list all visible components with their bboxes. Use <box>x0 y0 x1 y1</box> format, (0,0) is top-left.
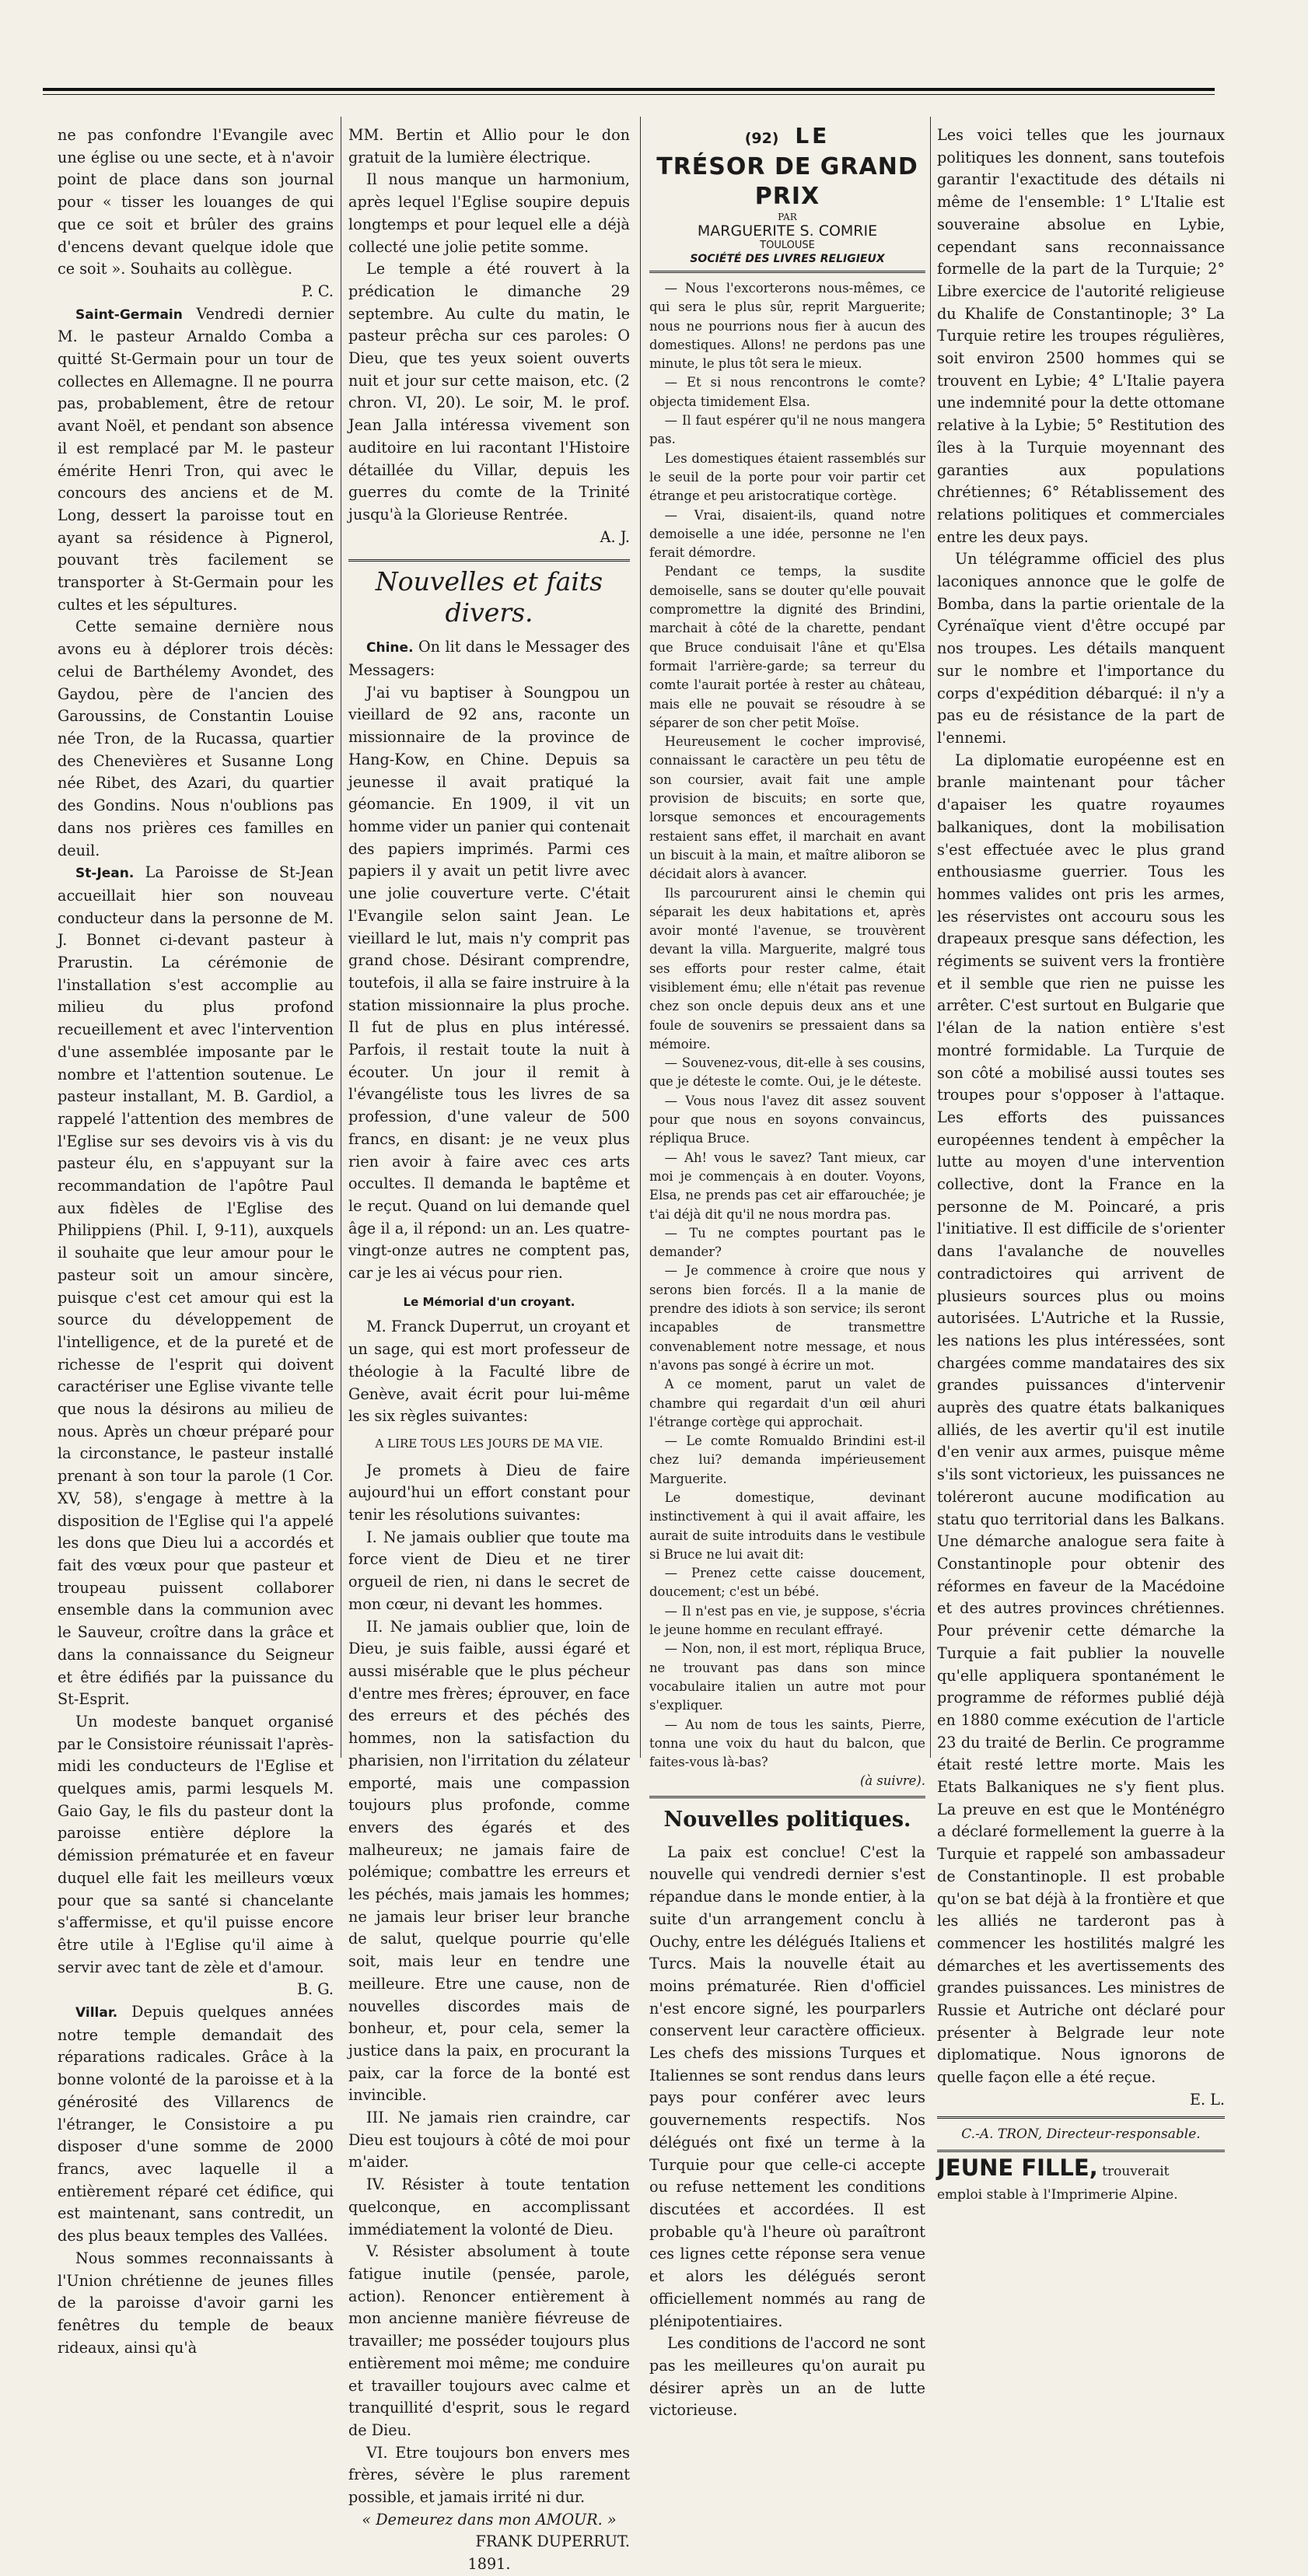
feuilleton-author: MARGUERITE S. COMRIE <box>697 222 878 240</box>
rule-item: VI. Etre toujours bon envers mes frères, sévère le plus rarement possible, et jamais irrité ni dur. <box>348 2443 630 2507</box>
paragraph: La diplomatie européenne est en branle maintenant pour tâcher d'apaiser les quatre royaumes balkaniques, dont la mobilisation s'est effectuée avec le plus grand enthousiasme guerrier. Tous les hommes valides ont pris les armes, les réservistes ont accouru sous les drapeaux presque sans défection, les régiments se suivent vers la frontière et il semble que rien ne puisse les arrêter. C'est surtout en Bulgarie que l'élan de la nation entière s'est montré formidable. La Turquie de son côté a mobilisé aussi toutes ses troupes pour s'opposer à l'attaque. Les efforts des puissances européennes tendent à empêcher la lutte au moyen d'une intervention collective, dont la France en la personne de M. Poincaré, a pris l'initiative. Il est difficile de s'orienter dans l'avalanche de nouvelles contradictoires qui arrivent de plusieurs sources plus ou moins autorisées. L'Autriche et la Russie, les nations les plus intéressées, sont chargées comme mandataires des six grandes puissances d'intervenir auprès des quatre états balkaniques alliés, de les avertir qu'il est inutile d'en venir aux armes, puisque même s'ils sont victorieux, les puissances ne toléreront aucune modification au statu quo territorial dans les Balkans. Une démarche analogue sera faite à Constantinople pour obtenir des réformes en faveur de la Macédoine et des autres provinces chrétiennes. Pour prévenir cette démarche la Turquie a fait publier la nouvelle qu'elle appliquera spontanément le programme de réformes publié déjà en 1880 comme exécution de l'article 23 du traité de Berlin. Ce programme était resté lettre morte. Mais les Etats Balkaniques ne s'y fient plus. La preuve en est que le Monténégro a déclaré formellement la guerre à la Turquie et rappelé son ambassadeur de Constantinople. Il est probable qu'on se bat déjà à la frontière et que les alliés ne tarderont pas à commencer les hostilités malgré les démarches et les avertissements des grandes puissances. Les ministres de Russie et Autriche ont déclaré pour présenter à Belgrade leur note diplomatique. Nous ignorons de quelle façon elle a été reçue. <box>937 751 1225 2087</box>
paragraph: A ce moment, parut un valet de chambre qui regardait d'un œil ahuri l'étrange cortège qui approchait. <box>649 1377 925 1430</box>
paragraph: M. Franck Duperrut, un croyant et un sage, qui est mort professeur de théologie à la Faculté libre de Genève, avait écrit pour lui-même les six règles suivantes: <box>348 1318 630 1426</box>
subheading: Le Mémorial d'un croyant. <box>403 1294 575 1309</box>
section-lead: Villar. <box>75 2005 118 2021</box>
signature: B. G. <box>296 1980 334 1999</box>
paragraph: Le domestique, devinant instinctivement à qui il avait affaire, les aurait de suite introduits dans le vestibule si Bruce ne lui avait dit: <box>649 1490 925 1562</box>
column-1 <box>58 124 334 2357</box>
paragraph: Les conditions de l'accord ne sont pas les meilleures qu'on aurait pu désirer après un an de lutte victorieuse. <box>649 2334 925 2420</box>
paragraph: — Le comte Romualdo Brindini est-il chez lui? demanda impérieusement Marguerite. <box>649 1433 925 1486</box>
signature: P. C. <box>301 282 334 300</box>
paragraph: Les voici telles que les journaux politiques les donnent, sans toutefois garantir l'exactitude des détails ni même de l'ensemble: 1° L'Italie est souveraine absolue en Lybie, cependant sans reconnaissance formelle de la part de la Turquie; 2° Libre exercice de l'autorité religieuse du Khalife de Constantinople; 3° La Turquie retire les troupes régulières, soit environ 2500 hommes qui se trouvent en Lybie; 4° L'Italie payera une indemnité pour la dette ottomane relative à la Lybie; 5° Restitution des îles à la Turquie moyennant des garanties aux populations chrétiennes; 6° Rétablissement des relations politiques et commerciales entre les deux pays. <box>937 126 1225 546</box>
ad-text: emploi stable à l'Imprimerie Alpine. <box>937 2186 1178 2203</box>
feuilleton-number: (92) <box>744 130 779 147</box>
rule-item: IV. Résister à toute tentation quelconque, en accomplissant immédiatement la volonté de Dieu. <box>348 2175 630 2238</box>
signature: E. L. <box>1189 2090 1225 2109</box>
rule-item: I. Ne jamais oublier que toute ma force vient de Dieu et ne tirer orgueil de rien, ni dans le secret de mon cœur, ni devant les hommes. <box>348 1528 630 1613</box>
year: 1891. <box>467 2555 511 2574</box>
paragraph: — Nous l'excorterons nous-mêmes, ce qui sera le plus sûr, reprit Marguerite; nous ne pourrions nous fier à aucun des domestiques. Allons! ne perdons pas une minute, le plus tôt sera le mieux. <box>649 281 925 372</box>
paragraph: — Vrai, disaient-ils, quand notre demoiselle a une idée, personne ne l'en ferait démordre. <box>649 507 925 561</box>
paragraph: — Tu ne comptes pourtant pas le demander? <box>649 1225 925 1260</box>
column-3 <box>649 123 925 2420</box>
paragraph: Ils parcoururent ainsi le chemin qui séparait les deux habitations et, après avoir monté l'avenue, se trouvèrent devant la villa. Marguerite, malgré tous ses efforts pour rester calme, était visiblement ému; elle n'était pas revenue chez son oncle depuis deux ans et une foule de souvenirs se pressaient dans sa mémoire. <box>649 885 925 1052</box>
imprint: C.-A. TRON, Directeur-responsable. <box>961 2126 1201 2142</box>
caps-line: A LIRE TOUS LES JOURS DE MA VIE. <box>375 1436 603 1451</box>
section-lead: Chine. <box>366 640 414 656</box>
paragraph: — Et si nous rencontrons le comte? objecta timidement Elsa. <box>649 375 925 409</box>
paragraph: — Il n'est pas en vie, je suppose, s'écria le jeune homme en reculant effrayé. <box>649 1603 925 1638</box>
signature: A. J. <box>600 527 630 546</box>
column-4 <box>937 124 1225 2203</box>
rule-item: II. Ne jamais oublier que, loin de Dieu, je suis faible, aussi égaré et aussi misérable que le plus pécheur d'entre mes frères; éprouver, en face des erreurs et des péchés des hommes, non la satisfaction du pharisien, non l'irritation du zélateur emporté, mais une compassion toujours plus profonde, comme envers des égarés et des malheureux; ne jamais faire de polémique; combattre les erreurs et les péchés, mais jamais les hommes; ne jamais leur briser leur branche de salut, quelque pourrie qu'elle soit, mais leur en tendre une meilleure. Etre une cause, non de nouvelles discordes mais de bonheur, et, pour cela, semer la justice dans la paix, en procurant la paix, car la force de la bonté est invincible. <box>348 1617 630 2105</box>
author: FRANK DUPERRUT. <box>475 2532 630 2551</box>
paragraph: La paix est conclue! C'est la nouvelle qui vendredi dernier s'est répandue dans le monde entier, à la suite d'un arrangement conclu à Ouchy, entre les délégués Italiens et Turcs. Mais la nouvelle était au moins prématurée. Rien d'officiel n'est encore signé, les pourparlers conservent leur caractère officieux. Les chefs des missions Turques et Italiennes se sont rendus dans leurs pays pour conférer avec leurs gouvernements respectifs. Nos délégués ont fixé un terme à la Turquie pour que celle-ci accepte ou refuse nettement les conditions discutées et accordées. Il est probable qu'à l'heure où paraîtront ces lignes cette réponse sera venue et alors les délégués seront officiellement nommés au rang de plénipotentiaires. <box>649 1843 925 2330</box>
paragraph: MM. Bertin et Allio pour le don gratuit de la lumière électrique. <box>348 126 630 166</box>
paragraph: — Prenez cette caisse doucement, doucement; c'est un bébé. <box>649 1566 925 1600</box>
quote: « Demeurez dans mon AMOUR. » <box>362 2510 617 2529</box>
paragraph: — Ah! vous le savez? Tant mieux, car moi je commençais à en douter. Voyons, Elsa, ne prends pas cet air effarouchée; je t'ai déjà dit qu'il ne nous mordra pas. <box>649 1150 925 1222</box>
paragraph: Un télégramme officiel des plus laconiques annonce que le golfe de Bomba, dans la partie orientale de la Cyrénaïque vient d'être occupé par nos troupes. Les détails manquent sur le nombre et l'importance du corps d'expédition débarqué: il n'y a pas eu de résistance de la part de l'ennemi. <box>937 550 1225 747</box>
divider <box>937 2150 1225 2152</box>
to-be-continued: (à suivre). <box>860 1773 925 1789</box>
paragraph: Chine. On lit dans le Messager des Messagers: <box>348 638 630 680</box>
paragraph: Saint-Germain Vendredi dernier M. le pasteur Arnaldo Comba a quitté St-Germain pour un tour de collectes en Allemagne. Il ne pourra pas, probablement, être de retour avant Noël, et pendant son absence il est remplacé par M. le pasteur émérite Henri Tron, qui avec le concours des anciens et de M. Long, dessert la paroisse tout en ayant sa résidence à Pignerol, pouvant très facilement se transporter à St-Germain pour les cultes et les sépultures. <box>58 304 334 614</box>
ad-text: trouverait <box>1097 2164 1170 2180</box>
paragraph: Les domestiques étaient rassemblés sur le seuil de la porte pour voir partir cet étrange et peu aristocratique cortège. <box>649 450 925 504</box>
feuilleton-title: TRÉSOR DE GRAND PRIX <box>656 153 918 210</box>
paragraph: — Vous nous l'avez dit assez souvent pour que nous en soyons convaincus, répliqua Bruce. <box>649 1093 925 1146</box>
paragraph: Heureusement le cocher improvisé, connaissant le caractère un peu têtu de son coursier, avait fait une ample provision de biscuits; en sorte que, lorsque semonces et encouragements restaient sans effet, il marchait en avant un biscuit à la main, et maître aliboron se décidait alors à avancer. <box>649 734 925 882</box>
section-lead: Saint-Germain <box>75 306 183 323</box>
feuilleton-city: TOULOUSE <box>760 240 815 251</box>
paragraph: ne pas confondre l'Evangile avec une église ou une secte, et à n'avoir point de place dans son journal pour « tisser les louanges de qui que ce soit et brûler des grains d'encens devant quelque idole que ce soit ». Souhaits au collègue. <box>58 126 334 278</box>
column-divider <box>930 117 931 1758</box>
paragraph: — Souvenez-vous, dit-elle à ses cousins, que je déteste le comte. Oui, je le déteste. <box>649 1055 925 1090</box>
ad-title: JEUNE FILLE, <box>937 2154 1098 2182</box>
feuilleton-article: LE <box>795 123 831 149</box>
section-lead: St-Jean. <box>75 866 135 882</box>
feuilleton-header <box>649 124 925 151</box>
paragraph: — Au nom de tous les saints, Pierre, tonna une voix du haut du balcon, que faites-vous là-bas? <box>649 1717 925 1770</box>
top-rule <box>43 88 1215 91</box>
rule-item: V. Résister absolument à toute fatigue inutile (pensée, parole, action). Renoncer entièrement à mon ancienne manière fiévreuse de travailler; me posséder toujours plus entièrement moi même; me conduire et travailler toujours avec calme et tranquillité d'esprit, sous le regard de Dieu. <box>348 2242 630 2439</box>
paragraph: Cette semaine dernière nous avons eu à déplorer trois décès: celui de Barthélemy Avondet, des Gaydou, père de l'ancien des Garoussins, de Constantin Louise née Tron, de la Rucassa, quartier des Chenevières et Susanne Long née Ribet, des Azari, du quartier des Gondins. Nous n'oublions pas dans nos prières ces familles en deuil. <box>58 618 334 859</box>
feuilleton-par: PAR <box>778 212 797 222</box>
paragraph: — Je commence à croire que nous y serons bien forcés. Il a la manie de prendre des idiots à son service; ils seront incapables de transmettre convenablement notre message, et nous n'avons pas songé à écrire un mot. <box>649 1263 925 1373</box>
paragraph: — Il faut espérer qu'il ne nous mangera pas. <box>649 413 925 447</box>
paragraph: J'ai vu baptiser à Soungpou un vieillard de 92 ans, raconte un missionnaire de la province de Hang-Kow, en Chine. Depuis sa jeunesse il avait pratiqué la géomancie. En 1909, il vit un homme vider un panier qui contenait des papiers imprimés. Parmi ces papiers il y avait un petit livre avec une jolie couverture verte. C'était l'Evangile selon saint Jean. Le vieillard le lut, mais n'y comprit pas grand chose. Désirant comprendre, toutefois, il alla se faire instruire à la station missionnaire la plus proche. Il fut de plus en plus intéressé. Parfois, il restait toute la nuit à écouter. Un jour il remit à l'évangéliste tous les livres de sa profession, d'une valeur de 500 francs, en disant: je ne veux plus rien avoir à faire avec ces arts occultes. Il demanda le baptême et le reçut. Quand on lui demande quel âge il a, il répond: un an. Les quatre-vingt-onze autres ne comptent pas, car je les ai vécus pour rien. <box>348 683 630 1283</box>
paragraph: Le temple a été rouvert à la prédication le dimanche 29 septembre. Au culte du matin, le pasteur prêcha sur ces paroles: O Dieu, que tes yeux soient ouverts nuit et jour sur cette maison, etc. (2 chron. VI, 20). Le soir, M. le prof. Jean Jalla intéressa vivement son auditoire en lui racontant l'Histoire détaillée du Villar, depuis les guerres du comte de la Trinité jusqu'à la Glorieuse Rentrée. <box>348 260 630 523</box>
top-rule-thin <box>43 94 1215 95</box>
rule-item: III. Ne jamais rien craindre, car Dieu est toujours à côté de moi pour m'aider. <box>348 2109 630 2172</box>
paragraph: St-Jean. La Paroisse de St-Jean accueillait hier son nouveau conducteur dans la personne de M. J. Bonnet ci-devant pasteur à Prarustin. La cérémonie de l'installation s'est accomplie au milieu du plus profond recueillement et avec l'intervention d'une assemblée imposante par le nombre et l'attention soutenue. Le pasteur installant, M. B. Gardiol, a rappelé l'attention des membres de l'Eglise sur ses devoirs vis à vis du pasteur élu, en s'appuyant sur la recommandation de l'apôtre Paul aux fidèles de l'Eglise des Philippiens (Phil. I, 9-11), auxquels il souhaite que leur amour pour le pasteur soit un amour sincère, puisque c'est cet amour qui est la source du développement de l'intelligence, et de la pureté et de richesse de l'esprit qui doivent caractériser une Eglise vivante telle que nous la désirons au milieu de nous. Après un chœur préparé pour la circonstance, le pasteur installé prenant à son tour la parole (1 Cor. XV, 58), s'engage à mettre à la disposition de l'Eglise qui l'a appelé les dons que Dieu lui a accordés et fait des vœux pour que pasteur et troupeau puissent collaborer ensemble dans la communion avec le Sauveur, croître dans la grâce et dans la connaissance du Seigneur et être édifiés par la puissance du St-Esprit. <box>58 863 334 1709</box>
paragraph: Je promets à Dieu de faire aujourd'hui un effort constant pour tenir les résolutions suivantes: <box>348 1461 630 1524</box>
paragraph: Villar. Depuis quelques années notre temple demandait des réparations radicales. Grâce à la bonne volonté de la paroisse et à la générosité des Villarencs de l'étranger, le Consistoire a pu disposer d'une somme de 2000 francs, avec laquelle il a entièrement réparé cet édifice, qui est maintenant, sans contredit, un des plus beaux temples des Vallées. <box>58 2003 334 2245</box>
paragraph: Un modeste banquet organisé par le Consistoire réunissait l'après-midi les conducteurs de l'Eglise et quelques amis, parmi lesquels M. Gaio Gay, le fils du pasteur dont la paroisse entière déplore la démission prématurée et en faveur duquel elle fait les meilleurs vœux pour que sa santé si chancelante s'affermisse, et qu'il puisse encore être utile à l'Eglise qu'il aime à servir avec tant de zèle et d'amour. <box>58 1712 334 1976</box>
column-2 <box>348 124 630 2574</box>
paragraph: Nous sommes reconnaissants à l'Union chrétienne de jeunes filles de la paroisse d'avoir garni les fenêtres du temple de beaux rideaux, ainsi qu'à <box>58 2249 334 2357</box>
paragraph: Il nous manque un harmonium, après lequel l'Eglise soupire depuis longtemps et pour lequel elle a déjà collecté une jolie petite somme. <box>348 170 630 256</box>
section-heading: Nouvelles et faits divers. <box>348 559 630 628</box>
section-heading: Nouvelles politiques. <box>649 1796 925 1836</box>
column-divider <box>640 117 641 1758</box>
feuilleton-publisher: SOCIÉTÉ DES LIVRES RELIGIEUX <box>649 252 925 273</box>
paragraph: — Non, non, il est mort, répliqua Bruce, ne trouvant pas dans son mince vocabulaire italien un autre mot pour s'expliquer. <box>649 1641 925 1713</box>
paragraph: Pendant ce temps, la susdite demoiselle, sans se douter qu'elle pouvait compromettre la dignité des Brindini, marchait à côté de la charette, pendant que Bruce conduisait l'âne et qu'Elsa formait l'arrière-garde; sa terreur du comte l'aurait portée à rester au château, mais elle ne pouvait se résoudre à se séparer de son cher petit Moïse. <box>649 564 925 730</box>
divider <box>937 2116 1225 2119</box>
advertisement <box>937 2154 1225 2206</box>
